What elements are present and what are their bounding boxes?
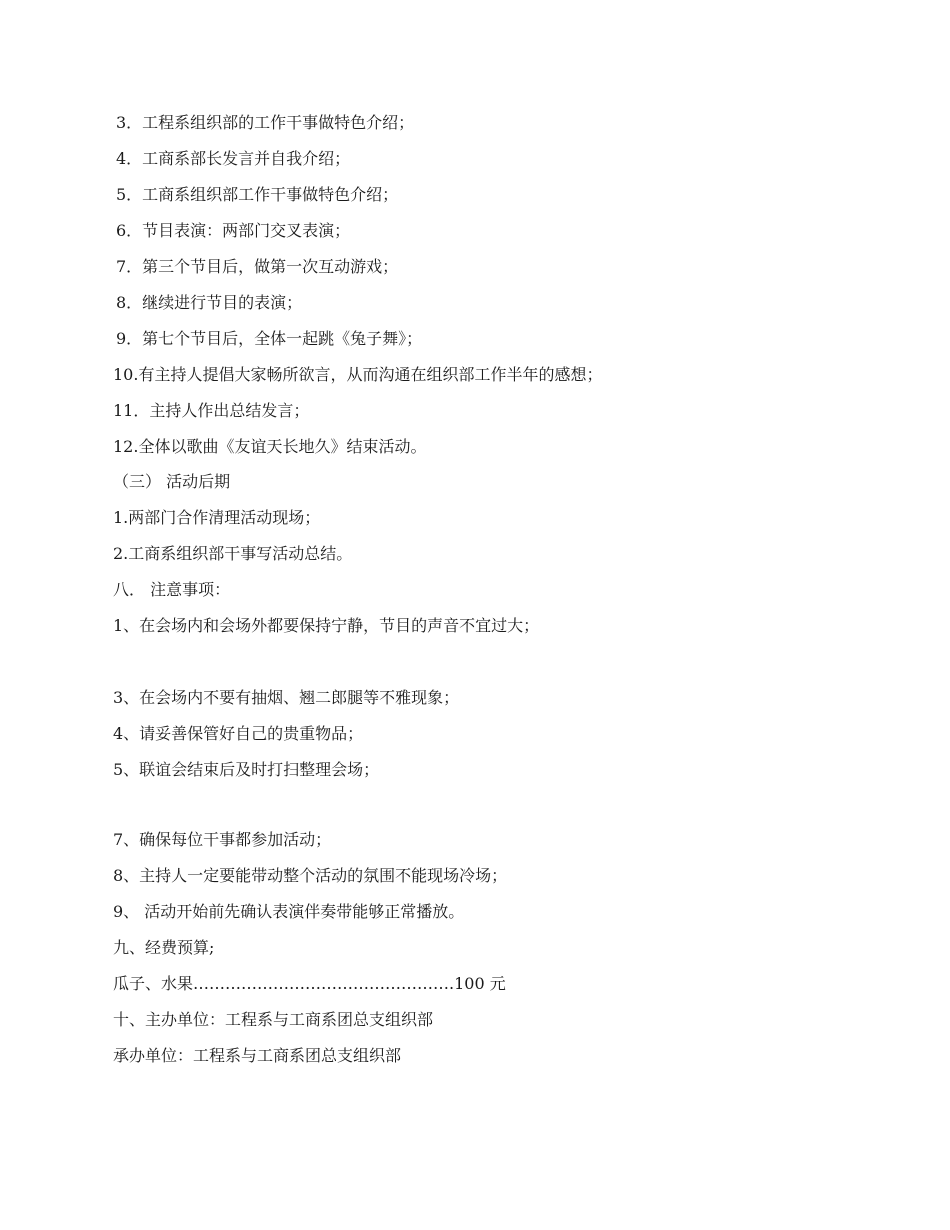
text-line: 5、联谊会结束后及时打扫整理会场；: [113, 760, 380, 779]
text-line: 10.有主持人提倡大家畅所欲言，从而沟通在组织部工作半年的感想；: [113, 365, 603, 384]
text-line: 11．主持人作出总结发言；: [113, 401, 310, 420]
section-heading: 九、经费预算;: [113, 938, 215, 957]
text-line: 3、在会场内不要有抽烟、翘二郎腿等不雅现象；: [113, 688, 460, 707]
text-line: 7．第三个节目后，做第一次互动游戏；: [116, 257, 399, 276]
text-line: 7、确保每位干事都参加活动；: [113, 830, 332, 849]
section-heading: 十、主办单位：工程系与工商系团总支组织部: [113, 1010, 434, 1029]
section-heading: 八． 注意事项：: [113, 580, 231, 599]
text-line: 2.工商系组织部干事写活动总结。: [113, 544, 353, 563]
text-line: 9、 活动开始前先确认表演伴奏带能够正常播放。: [113, 902, 465, 921]
text-line: 12.全体以歌曲《友谊天长地久》结束活动。: [113, 437, 427, 456]
text-line: 5．工商系组织部工作干事做特色介绍；: [116, 185, 399, 204]
text-line: 8、主持人一定要能带动整个活动的氛围不能现场冷场；: [113, 866, 508, 885]
text-line: 1、在会场内和会场外都要保持宁静，节目的声音不宜过大；: [113, 616, 540, 635]
text-line: 承办单位：工程系与工商系团总支组织部: [113, 1046, 402, 1065]
text-line: 4、请妥善保管好自己的贵重物品；: [113, 724, 364, 743]
text-line: 4．工商系部长发言并自我介绍；: [116, 149, 351, 168]
text-line: 9．第七个节目后，全体一起跳《兔子舞》；: [116, 329, 423, 348]
text-line: 3．工程系组织部的工作干事做特色介绍；: [116, 113, 415, 132]
text-line: 8．继续进行节目的表演；: [116, 293, 303, 312]
section-heading: （三） 活动后期: [113, 472, 231, 491]
text-line: 6．节目表演：两部门交叉表演；: [116, 221, 351, 240]
budget-line: 瓜子、水果………………………………………….100 元: [113, 974, 506, 993]
text-line: 1.两部门合作清理活动现场；: [113, 508, 321, 527]
